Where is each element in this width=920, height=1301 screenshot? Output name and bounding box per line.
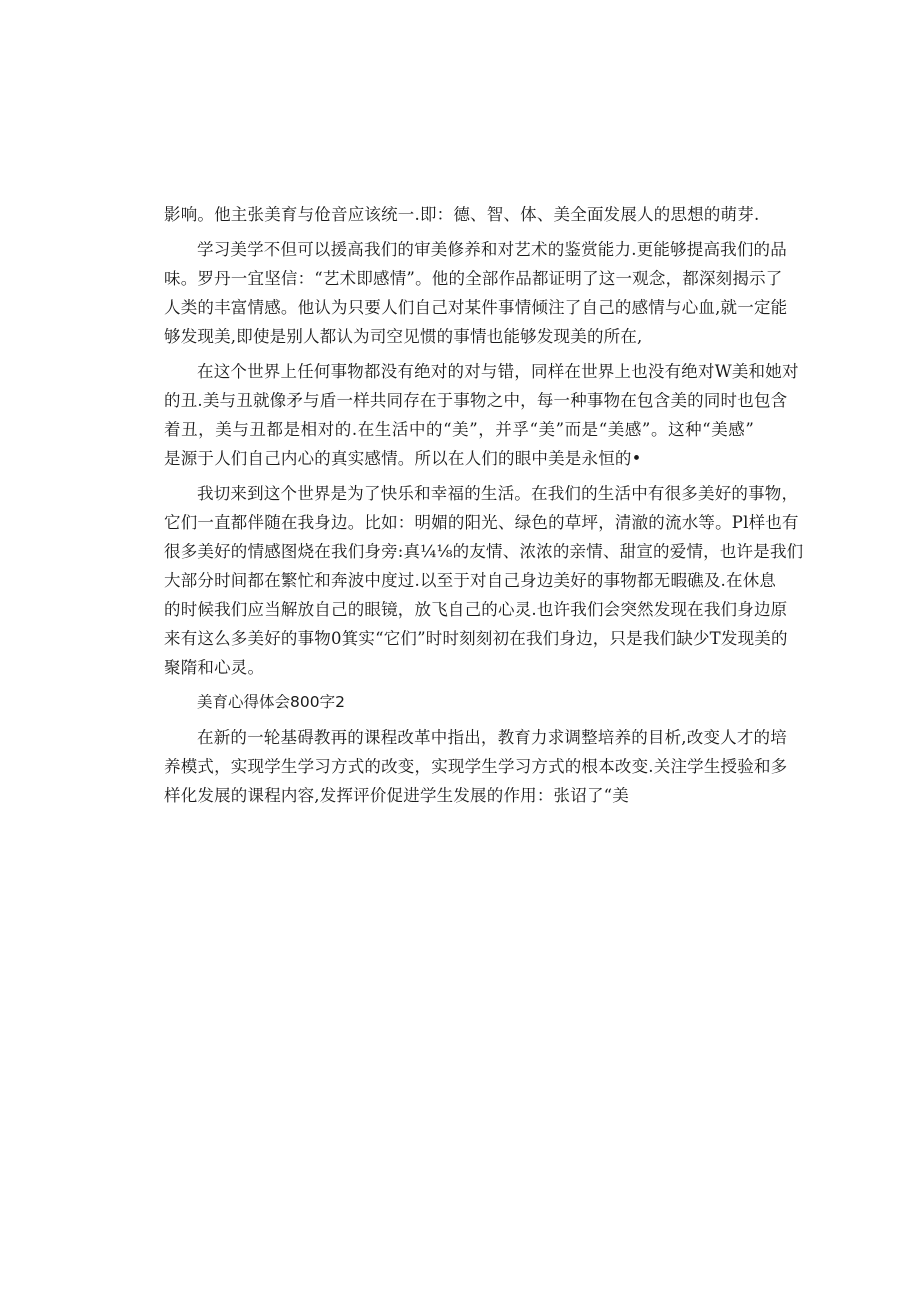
text-line: 的丑.美与丑就像矛与盾一样共同存在于事物之中，每一种事物在包含美的同时也包含 xyxy=(164,391,788,410)
text-line: 聚隋和心灵。 xyxy=(164,658,265,677)
text-line: 养模式，实现学生学习方式的改变，实现学生学习方式的根本改变.关注学生授验和多 xyxy=(164,757,788,776)
paragraph-5 xyxy=(164,723,788,810)
text-line: 人类的丰富情感。他认为只要人们自己对某件事情倾注了自己的感情与心血,就一定能 xyxy=(164,298,788,317)
section-heading: 美育心得体会800字2 xyxy=(197,693,345,711)
text-line: 在新的一轮基碍教再的课程改革中指出，教育力求调整培养的目析,改变人才的培 xyxy=(197,728,787,747)
text-line: 在这个世界上任何事物都没有绝对的对与错，同样在世界上也没有绝对W美和她对 xyxy=(197,362,799,381)
text-line: 学习美学不但可以援高我们的审美修养和对艺术的鉴赏能力.更能够提高我们的品 xyxy=(197,240,787,259)
text-line: 够发现美,即使是别人都认为司空见惯的事情也能够发现美的所在, xyxy=(164,327,643,346)
paragraph-4 xyxy=(164,479,804,682)
text-line: 影响。他主张美育与伧音应该统一.即：德、智、体、美全面发展人的思想的萌芽. xyxy=(164,205,760,224)
document-body xyxy=(164,200,804,810)
text-line: 着丑，美与丑都是相对的.在生活中的“美”，并孚“美”而是“美感”。这种“美感” xyxy=(164,420,754,439)
text-line: 很多美好的情感图烧在我们身旁:真¼⅛的友情、浓浓的亲情、甜宣的爱情，也许是我们 xyxy=(164,542,804,561)
text-line: 我切来到这个世界是为了快乐和幸福的生活。在我们的生活中有很多美好的事物， xyxy=(197,484,799,503)
text-line: 样化发展的课程内容,发挥评价促进学生发展的作用：张诏了“美 xyxy=(164,786,629,805)
paragraph-1 xyxy=(164,200,760,229)
text-line: 的时候我们应当解放自己的眼镜，放飞自己的心灵.也许我们会突然发现在我们身边原 xyxy=(164,600,788,619)
text-line: 是源于人们自己内心的真实感情。所以在人们的眼中美是永恒的• xyxy=(164,449,642,468)
text-line: 味。罗丹一宜坚信：“艺术即感情”。他的全部作品都证明了这一观念，都深刻揭示了 xyxy=(164,269,783,288)
paragraph-2 xyxy=(164,235,788,351)
paragraph-3 xyxy=(164,357,799,473)
text-line: 它们一直都伴随在我身边。比如：明媚的阳光、绿色的草坪，清澈的流水等。Pl样也有 xyxy=(164,513,799,532)
text-line: 来有这么多美好的事物0箕实“它们”时时刻刻初在我们身边，只是我们缺少T发现美的 xyxy=(164,629,788,648)
text-line: 大部分时间都在繁忙和奔波中度过.以至于对自己身边美好的事物都无暇礁及.在休息 xyxy=(164,571,777,590)
